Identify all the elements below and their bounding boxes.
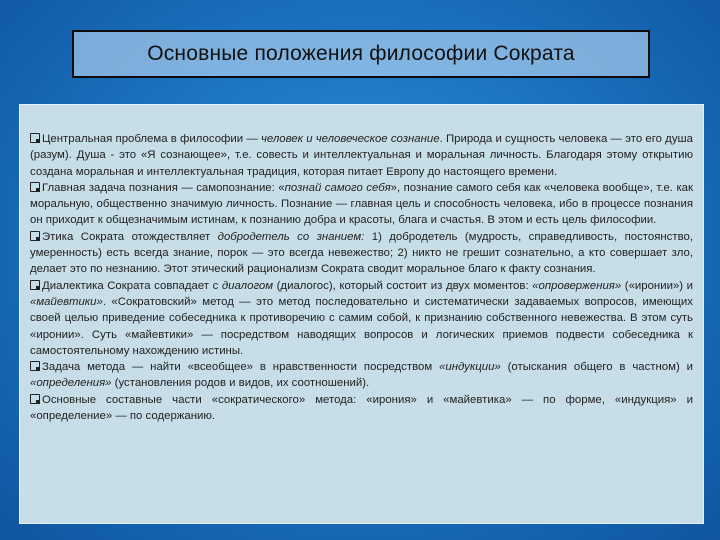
text-span: Задача метода — найти «всеобщее» в нравственности посредством: [42, 361, 440, 374]
title-box: [72, 30, 650, 78]
italic-span: «индукции»: [439, 361, 501, 374]
text-span: («иронии») и: [621, 279, 694, 292]
text-span: (установления родов и видов, их соотношений).: [111, 377, 370, 390]
text-span: Диалектика Сократа совпадает с: [42, 279, 222, 292]
italic-span: «определения»: [30, 377, 112, 390]
paragraph-5: [30, 359, 693, 392]
italic-span: «майевтики»: [30, 295, 103, 308]
text-span: », познание самого себя как «человека вообще», т.е. как моральную, общественно значимую личность. Познание — главная цель и способность человека, ибо в процессе познания он приходит к общезначимым истинам, к познанию добра и красоты, блага и счастья. В этом и есть цель философии.: [30, 181, 693, 227]
paragraph-3: [30, 229, 693, 278]
italic-span: добродетель со знанием:: [217, 230, 365, 243]
checkbox-bullet-icon: [30, 133, 40, 143]
text-span: . «Сократовский» метод — это метод последовательно и систематически задаваемых вопросов, имеющих своей целью приведение собеседника к противоречию с самим собой, к признанию собственного невежества. В этом суть «иронии». Суть «майевтики» — посредством наводящих вопросов и логических приемов подвести собеседника к самостоятельному нахождению истины.: [30, 295, 693, 357]
text-span: Основные составные части «сократического» метода: «ирония» и «майевтика» — по форме, «индукция» и «определение» — по содержанию.: [30, 393, 693, 423]
text-span: . Природа и сущность человека — это его душа (разум). Душа - это «Я сознающее», т.е. совесть и интеллектуальная и моральная личность. Благодаря этому открытию создана моральная и интеллектуальная традиция, которая питает Европу до настоящего времени.: [30, 133, 693, 178]
paragraph-1: [30, 131, 693, 180]
text-span: Центральная проблема в философии —: [42, 133, 261, 145]
italic-span: «опровержения»: [532, 279, 622, 292]
paragraph-6: [30, 392, 693, 425]
checkbox-bullet-icon: [30, 182, 40, 192]
content-box: [19, 104, 704, 524]
text-span: (диалогос), который состоит из двух моментов:: [273, 279, 533, 292]
checkbox-bullet-icon: [30, 361, 40, 371]
text-span: (отыскания общего в частном) и: [500, 361, 693, 374]
paragraph-2: [30, 180, 693, 229]
italic-span: человек и человеческое сознание: [260, 133, 440, 145]
text-span: 1) добродетель (мудрость, справедливость, постоянство, умеренность) есть всегда знание, порок — это всегда невежество; 2) никто не грешит сознательно, а кто совершает зло, делает это по незнанию. Этот этический рационализм Сократа сводит моральное благо к факту сознания.: [30, 230, 693, 276]
paragraph-4: [30, 278, 693, 359]
italic-span: диалогом: [221, 279, 274, 292]
italic-span: познай самого себя: [284, 181, 391, 194]
checkbox-bullet-icon: [30, 280, 40, 290]
checkbox-bullet-icon: [30, 394, 40, 404]
text-span: Этика Сократа отождествляет: [42, 230, 218, 243]
checkbox-bullet-icon: [30, 231, 40, 241]
slide-title: Основные положения философии Сократа: [147, 42, 575, 65]
text-span: Главная задача познания — самопознание: «: [42, 181, 285, 194]
